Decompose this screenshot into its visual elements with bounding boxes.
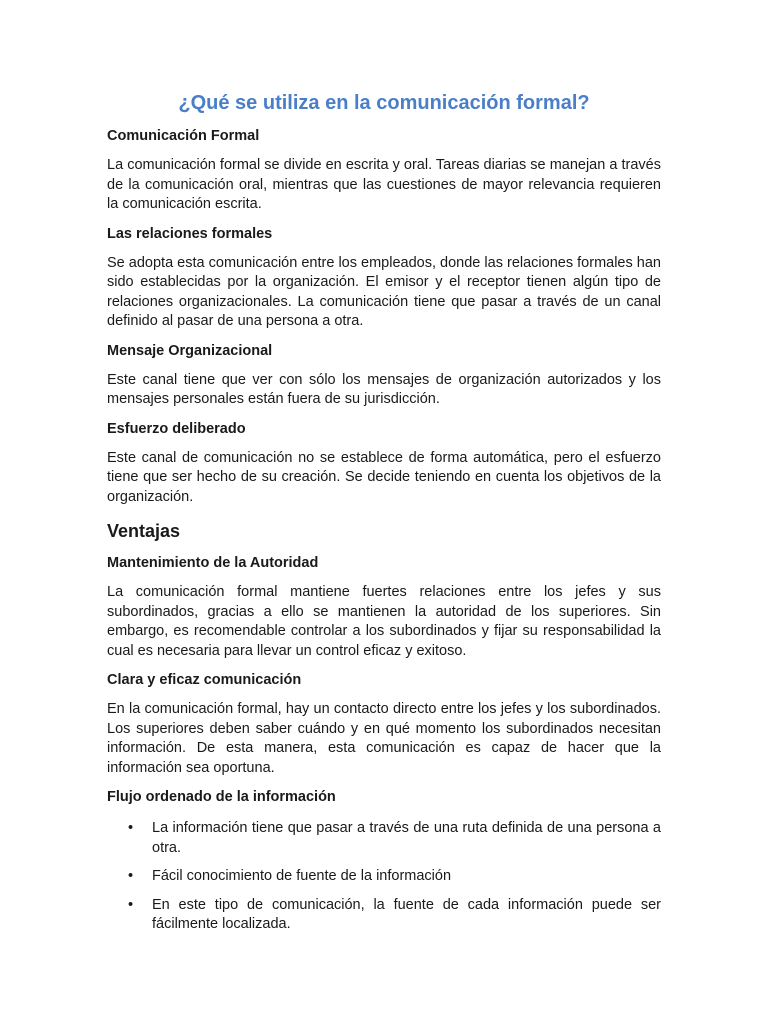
list-item-text: Fácil conocimiento de fuente de la información: [152, 868, 452, 884]
list-item-text: En este tipo de comunicación, la fuente de cada información puede ser fácilmente localizada.: [152, 896, 661, 932]
bullet-icon: •: [128, 820, 134, 836]
section-heading-esfuerzo-deliberado: Esfuerzo deliberado: [107, 420, 246, 437]
section-heading-relaciones-formales: Las relaciones formales: [107, 225, 273, 242]
section-heading-clara-eficaz: Clara y eficaz comunicación: [107, 672, 302, 688]
bullet-icon: •: [128, 868, 134, 884]
section-heading-flujo-ordenado: Flujo ordenado de la información: [107, 789, 336, 805]
section-text-relaciones-formales: Se adopta esta comunicación entre los empleados, donde las relaciones formales han sido establecidas por la organización. El emisor y el receptor tienen algún tipo de relaciones organizacionales. La comunicación tiene que pasar a través de un canal definido al pasar de una persona a otra.: [107, 254, 661, 329]
list-item: [107, 819, 661, 858]
section-text-comunicacion-formal: La comunicación formal se divide en escrita y oral. Tareas diarias se manejan a través de la comunicación oral, mientras que las cuestiones de mayor relevancia requieren la comunicación escrita.: [107, 157, 661, 212]
document-body: [107, 126, 661, 935]
section-heading-comunicacion-formal: Comunicación Formal: [107, 128, 260, 144]
section-heading-mantenimiento-autoridad: Mantenimiento de la Autoridad: [107, 555, 319, 571]
page-title: ¿Qué se utiliza en la comunicación formal?: [178, 92, 590, 114]
bullet-icon: •: [128, 896, 134, 913]
list-item: [107, 896, 661, 935]
list-item-text: La información tiene que pasar a través de una ruta definida de una persona a otra.: [152, 820, 661, 856]
section-text-clara-eficaz: En la comunicación formal, hay un contacto directo entre los jefes y los subordinados. Los superiores deben saber cuándo y en qué momento los subordinados necesitan información. De esta manera, esta comunicación es capaz de hacer que la información sea oportuna.: [107, 701, 661, 776]
section-text-mantenimiento-autoridad: La comunicación formal mantiene fuertes relaciones entre los jefes y sus subordinados, gracias a ello se mantienen la autoridad de los superiores. Sin embargo, es recomendable controlar a los subordinados y fijar su responsabilidad la cual es necesaria para llevar un control eficaz y exitoso.: [107, 584, 661, 659]
section-text-mensaje-organizacional: Este canal tiene que ver con sólo los mensajes de organización autorizados y los mensajes personales están fuera de su jurisdicción.: [107, 371, 661, 407]
section-text-esfuerzo-deliberado: Este canal de comunicación no se establece de forma automática, pero el esfuerzo tiene que ser hecho de su creación. Se decide teniendo en cuenta los objetivos de la organización.: [107, 449, 661, 505]
bullet-list: [107, 819, 661, 935]
list-item: [107, 867, 661, 887]
section-heading-mensaje-organizacional: Mensaje Organizacional: [107, 342, 273, 359]
ventajas-heading: Ventajas: [107, 521, 181, 541]
